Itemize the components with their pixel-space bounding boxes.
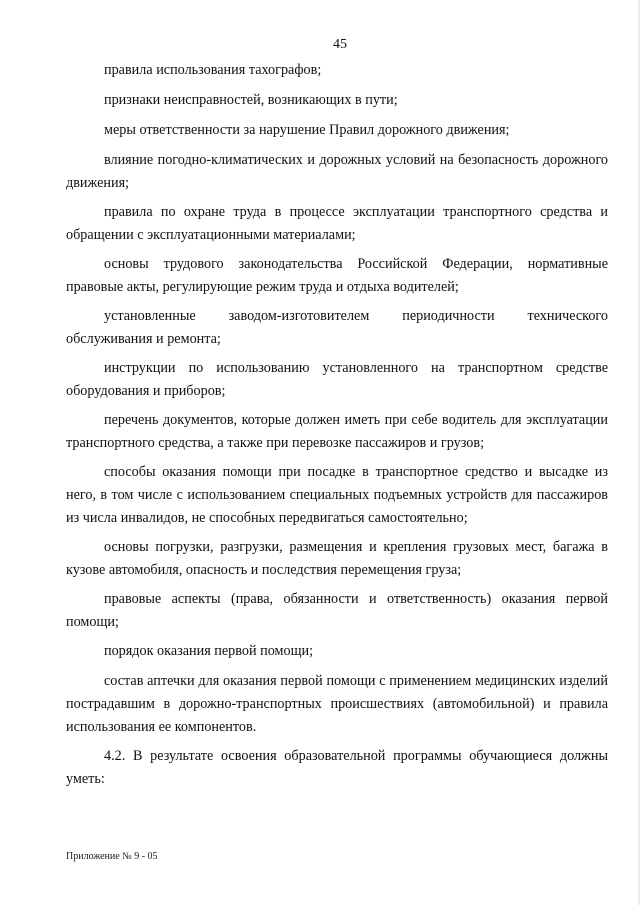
- paragraph-responsibility: меры ответственности за нарушение Правил дорожного движения;: [104, 122, 510, 138]
- paragraph-malfunctions: признаки неисправностей, возникающих в пути;: [104, 92, 398, 108]
- paragraph-first-aid-legal: правовые аспекты (права, обязанности и ответственность) оказания первой помощи;: [66, 591, 608, 630]
- paragraph-maintenance: установленные заводом-изготовителем периодичности технического обслуживания и ремонта;: [66, 308, 608, 347]
- paragraph-first-aid-kit: состав аптечки для оказания первой помощи с применением медицинских изделий пострадавшим в дорожно-транспортных происшествиях (автомобильной) и правила использования ее компонентов.: [66, 673, 608, 735]
- page-footer: Приложение № 9 - 05: [66, 851, 158, 862]
- paragraph-cargo-loading: основы погрузки, разгрузки, размещения и крепления грузовых мест, багажа в кузове автомобиля, опасность и последствия перемещения груза;: [66, 539, 608, 578]
- paragraph-first-aid-procedure: порядок оказания первой помощи;: [104, 643, 314, 659]
- paragraph-equipment-instructions: инструкции по использованию установленного на транспортном средстве оборудования и приборов;: [66, 360, 608, 399]
- paragraph-labor-law: основы трудового законодательства Российской Федерации, нормативные правовые акты, регулирующие режим труда и отдыха водителей;: [66, 256, 608, 295]
- paragraph-labor-safety: правила по охране труда в процессе эксплуатации транспортного средства и обращении с эксплуатационными материалами;: [66, 204, 608, 243]
- document-body: [66, 59, 608, 797]
- paragraph-section-4-2: 4.2. В результате освоения образовательной программы обучающиеся должны уметь:: [66, 748, 608, 787]
- paragraph-boarding-assistance: способы оказания помощи при посадке в транспортное средство и высадке из него, в том числе с использованием специальных подъемных устройств для пассажиров из числа инвалидов, не способных передвигаться самостоятельно;: [66, 464, 608, 526]
- paragraph-weather-influence: влияние погодно-климатических и дорожных условий на безопасность дорожного движения;: [66, 152, 608, 191]
- paragraph-tachographs: правила использования тахографов;: [104, 62, 322, 78]
- paragraph-documents-list: перечень документов, которые должен иметь при себе водитель для эксплуатации транспортного средства, а также при перевозке пассажиров и грузов;: [66, 412, 608, 451]
- page-number: 45: [333, 37, 347, 52]
